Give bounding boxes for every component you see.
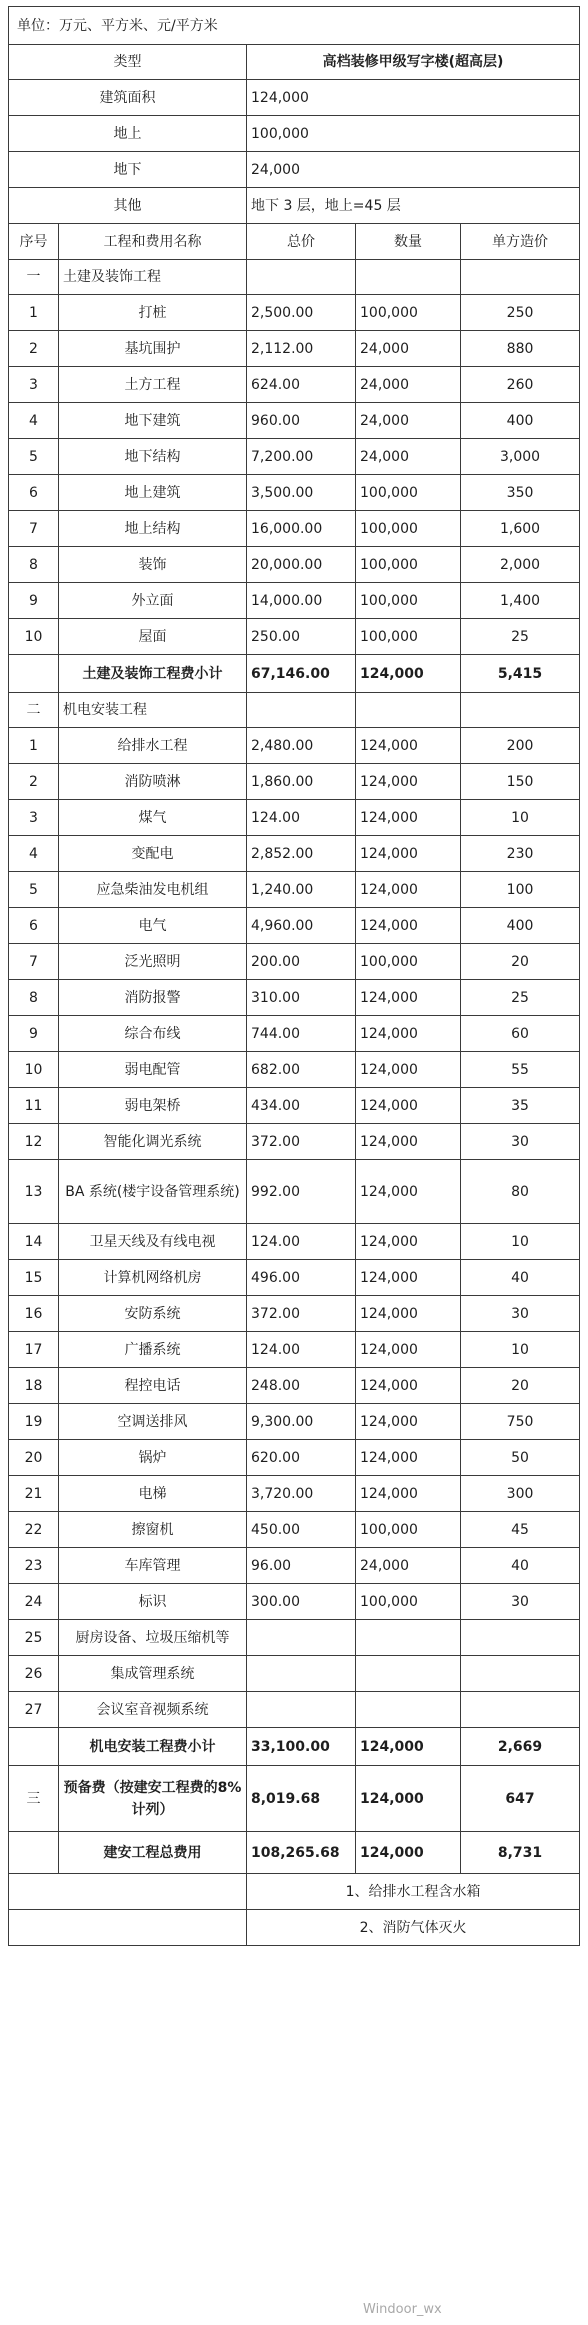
item-qty: 124,000 — [356, 800, 461, 836]
table-row — [9, 1296, 580, 1332]
section-row — [9, 260, 580, 295]
info-row — [9, 152, 580, 188]
table-row — [9, 439, 580, 475]
item-no: 22 — [9, 1512, 59, 1548]
table-row — [9, 547, 580, 583]
subtotal-row — [9, 1728, 580, 1766]
subtotal-name: 土建及装饰工程费小计 — [59, 655, 247, 693]
reserve-qty: 124,000 — [356, 1766, 461, 1832]
note-row — [9, 1910, 580, 1946]
item-name: 打桩 — [59, 295, 247, 331]
item-no: 5 — [9, 872, 59, 908]
item-total: 620.00 — [247, 1440, 356, 1476]
watermark: Windoor_wx — [363, 2302, 442, 2317]
item-name: 地下结构 — [59, 439, 247, 475]
item-total: 682.00 — [247, 1052, 356, 1088]
item-total: 3,720.00 — [247, 1476, 356, 1512]
item-unit-cost: 150 — [461, 764, 580, 800]
item-qty: 124,000 — [356, 980, 461, 1016]
info-row — [9, 116, 580, 152]
empty-cell — [461, 260, 580, 295]
item-no: 19 — [9, 1404, 59, 1440]
item-no: 2 — [9, 764, 59, 800]
item-total: 96.00 — [247, 1548, 356, 1584]
table-row — [9, 1476, 580, 1512]
item-qty: 100,000 — [356, 295, 461, 331]
subtotal-total: 33,100.00 — [247, 1728, 356, 1766]
item-qty: 124,000 — [356, 1160, 461, 1224]
item-no: 10 — [9, 1052, 59, 1088]
item-qty: 124,000 — [356, 1368, 461, 1404]
item-no: 3 — [9, 367, 59, 403]
item-total: 992.00 — [247, 1160, 356, 1224]
table-row — [9, 908, 580, 944]
item-unit-cost: 30 — [461, 1584, 580, 1620]
item-name: 锅炉 — [59, 1440, 247, 1476]
item-qty: 24,000 — [356, 1548, 461, 1584]
empty-cell — [9, 1728, 59, 1766]
info-value: 124,000 — [247, 80, 580, 116]
item-qty: 124,000 — [356, 1332, 461, 1368]
subtotal-name: 机电安装工程费小计 — [59, 1728, 247, 1766]
item-total: 310.00 — [247, 980, 356, 1016]
item-name: 泛光照明 — [59, 944, 247, 980]
table-row — [9, 1512, 580, 1548]
subtotal-unit-cost: 5,415 — [461, 655, 580, 693]
table-row — [9, 295, 580, 331]
item-no: 24 — [9, 1584, 59, 1620]
item-unit-cost: 80 — [461, 1160, 580, 1224]
table-row — [9, 1088, 580, 1124]
item-no: 1 — [9, 728, 59, 764]
item-no: 18 — [9, 1368, 59, 1404]
item-no: 6 — [9, 908, 59, 944]
grand-total-qty: 124,000 — [356, 1832, 461, 1874]
item-name: 综合布线 — [59, 1016, 247, 1052]
item-total: 14,000.00 — [247, 583, 356, 619]
item-unit-cost: 10 — [461, 1332, 580, 1368]
item-qty: 24,000 — [356, 403, 461, 439]
item-no: 17 — [9, 1332, 59, 1368]
item-name: 广播系统 — [59, 1332, 247, 1368]
item-unit-cost: 30 — [461, 1124, 580, 1160]
item-no: 27 — [9, 1692, 59, 1728]
item-name: 消防喷淋 — [59, 764, 247, 800]
table-row — [9, 1052, 580, 1088]
item-unit-cost: 20 — [461, 944, 580, 980]
item-total: 372.00 — [247, 1124, 356, 1160]
item-unit-cost: 3,000 — [461, 439, 580, 475]
item-unit-cost — [461, 1620, 580, 1656]
grand-total-row — [9, 1832, 580, 1874]
empty-cell — [356, 260, 461, 295]
table-row — [9, 1548, 580, 1584]
item-name: 变配电 — [59, 836, 247, 872]
empty-cell — [356, 693, 461, 728]
item-qty: 124,000 — [356, 1440, 461, 1476]
item-no: 9 — [9, 1016, 59, 1052]
item-name: 智能化调光系统 — [59, 1124, 247, 1160]
table-row — [9, 1124, 580, 1160]
item-name: 给排水工程 — [59, 728, 247, 764]
empty-cell — [9, 1832, 59, 1874]
item-total: 248.00 — [247, 1368, 356, 1404]
cost-estimate-sheet — [8, 6, 579, 2322]
item-unit-cost: 20 — [461, 1368, 580, 1404]
table-row — [9, 331, 580, 367]
table-row — [9, 836, 580, 872]
item-name: 地上建筑 — [59, 475, 247, 511]
item-qty: 124,000 — [356, 1476, 461, 1512]
item-total: 200.00 — [247, 944, 356, 980]
item-total: 7,200.00 — [247, 439, 356, 475]
item-total: 2,480.00 — [247, 728, 356, 764]
item-name: 厨房设备、垃圾压缩机等 — [59, 1620, 247, 1656]
item-unit-cost: 300 — [461, 1476, 580, 1512]
item-qty: 124,000 — [356, 1224, 461, 1260]
item-qty: 100,000 — [356, 583, 461, 619]
info-value: 24,000 — [247, 152, 580, 188]
item-total: 124.00 — [247, 1332, 356, 1368]
item-name: 擦窗机 — [59, 1512, 247, 1548]
item-name: 安防系统 — [59, 1296, 247, 1332]
table-row — [9, 800, 580, 836]
item-unit-cost: 25 — [461, 980, 580, 1016]
item-unit-cost: 55 — [461, 1052, 580, 1088]
item-no: 20 — [9, 1440, 59, 1476]
empty-cell — [461, 693, 580, 728]
reserve-name: 预备费（按建安工程费的8%计列） — [59, 1766, 247, 1832]
item-unit-cost — [461, 1656, 580, 1692]
header-no: 序号 — [9, 224, 59, 260]
item-name: 弱电配管 — [59, 1052, 247, 1088]
subtotal-unit-cost: 2,669 — [461, 1728, 580, 1766]
table-row — [9, 1224, 580, 1260]
header-row — [9, 224, 580, 260]
item-qty: 124,000 — [356, 1016, 461, 1052]
info-label: 地下 — [9, 152, 247, 188]
note-text: 1、给排水工程含水箱 — [247, 1874, 580, 1910]
subtotal-row — [9, 655, 580, 693]
table-row — [9, 583, 580, 619]
item-name: 基坑围护 — [59, 331, 247, 367]
item-name: 车库管理 — [59, 1548, 247, 1584]
item-no: 2 — [9, 331, 59, 367]
grand-total-total: 108,265.68 — [247, 1832, 356, 1874]
item-name: 标识 — [59, 1584, 247, 1620]
table-row — [9, 872, 580, 908]
info-row — [9, 80, 580, 116]
item-total: 300.00 — [247, 1584, 356, 1620]
section-name: 机电安装工程 — [59, 693, 247, 728]
item-unit-cost — [461, 1692, 580, 1728]
item-no: 23 — [9, 1548, 59, 1584]
item-total: 960.00 — [247, 403, 356, 439]
table-row — [9, 619, 580, 655]
item-unit-cost: 35 — [461, 1088, 580, 1124]
item-no: 25 — [9, 1620, 59, 1656]
item-total — [247, 1692, 356, 1728]
item-name: 电气 — [59, 908, 247, 944]
item-qty: 100,000 — [356, 944, 461, 980]
item-no: 4 — [9, 836, 59, 872]
item-total: 3,500.00 — [247, 475, 356, 511]
item-unit-cost: 25 — [461, 619, 580, 655]
item-qty: 100,000 — [356, 619, 461, 655]
item-total: 4,960.00 — [247, 908, 356, 944]
item-name: 集成管理系统 — [59, 1656, 247, 1692]
table-row — [9, 764, 580, 800]
header-qty: 数量 — [356, 224, 461, 260]
table-row — [9, 1692, 580, 1728]
item-name: 计算机网络机房 — [59, 1260, 247, 1296]
subtotal-total: 67,146.00 — [247, 655, 356, 693]
table-row — [9, 475, 580, 511]
type-value: 高档装修甲级写字楼(超高层) — [247, 45, 580, 80]
empty-cell — [9, 1874, 247, 1910]
item-no: 6 — [9, 475, 59, 511]
item-qty: 100,000 — [356, 511, 461, 547]
item-qty: 124,000 — [356, 872, 461, 908]
item-name: 卫星天线及有线电视 — [59, 1224, 247, 1260]
item-no: 15 — [9, 1260, 59, 1296]
table-row — [9, 944, 580, 980]
item-name: 弱电架桥 — [59, 1088, 247, 1124]
item-unit-cost: 40 — [461, 1548, 580, 1584]
item-qty: 124,000 — [356, 764, 461, 800]
subtotal-qty: 124,000 — [356, 1728, 461, 1766]
item-unit-cost: 200 — [461, 728, 580, 764]
item-unit-cost: 40 — [461, 1260, 580, 1296]
item-name: 会议室音视频系统 — [59, 1692, 247, 1728]
section-no: 二 — [9, 693, 59, 728]
item-total: 450.00 — [247, 1512, 356, 1548]
header-name: 工程和费用名称 — [59, 224, 247, 260]
item-name: 外立面 — [59, 583, 247, 619]
empty-cell — [9, 655, 59, 693]
item-no: 7 — [9, 944, 59, 980]
table-row — [9, 1368, 580, 1404]
item-qty: 24,000 — [356, 439, 461, 475]
info-label: 地上 — [9, 116, 247, 152]
table-row — [9, 367, 580, 403]
item-total: 2,112.00 — [247, 331, 356, 367]
unit-row — [9, 7, 580, 45]
item-qty: 124,000 — [356, 1088, 461, 1124]
item-unit-cost: 60 — [461, 1016, 580, 1052]
info-row — [9, 188, 580, 224]
section-row — [9, 693, 580, 728]
empty-cell — [9, 1910, 247, 1946]
item-no: 26 — [9, 1656, 59, 1692]
item-name: 装饰 — [59, 547, 247, 583]
item-no: 9 — [9, 583, 59, 619]
table-row — [9, 1656, 580, 1692]
item-qty — [356, 1692, 461, 1728]
item-unit-cost: 2,000 — [461, 547, 580, 583]
item-unit-cost: 260 — [461, 367, 580, 403]
item-qty: 124,000 — [356, 908, 461, 944]
item-qty: 24,000 — [356, 331, 461, 367]
item-total: 372.00 — [247, 1296, 356, 1332]
item-name: 屋面 — [59, 619, 247, 655]
empty-cell — [247, 260, 356, 295]
item-name: 地上结构 — [59, 511, 247, 547]
item-no: 8 — [9, 547, 59, 583]
table-row — [9, 1260, 580, 1296]
item-qty: 124,000 — [356, 1260, 461, 1296]
item-total: 1,860.00 — [247, 764, 356, 800]
item-unit-cost: 250 — [461, 295, 580, 331]
reserve-unit-cost: 647 — [461, 1766, 580, 1832]
type-label: 类型 — [9, 45, 247, 80]
table-row — [9, 1016, 580, 1052]
reserve-row — [9, 1766, 580, 1832]
item-total: 2,500.00 — [247, 295, 356, 331]
item-total: 744.00 — [247, 1016, 356, 1052]
empty-cell — [247, 693, 356, 728]
item-total: 434.00 — [247, 1088, 356, 1124]
subtotal-qty: 124,000 — [356, 655, 461, 693]
item-unit-cost: 400 — [461, 403, 580, 439]
grand-total-name: 建安工程总费用 — [59, 1832, 247, 1874]
item-name: 程控电话 — [59, 1368, 247, 1404]
item-no: 14 — [9, 1224, 59, 1260]
item-total — [247, 1620, 356, 1656]
item-name: 空调送排风 — [59, 1404, 247, 1440]
table-row — [9, 1440, 580, 1476]
item-name: BA 系统(楼宇设备管理系统) — [59, 1160, 247, 1224]
item-qty: 124,000 — [356, 836, 461, 872]
item-total: 9,300.00 — [247, 1404, 356, 1440]
item-no: 5 — [9, 439, 59, 475]
item-name: 应急柴油发电机组 — [59, 872, 247, 908]
item-total: 2,852.00 — [247, 836, 356, 872]
item-qty — [356, 1620, 461, 1656]
item-name: 土方工程 — [59, 367, 247, 403]
type-row — [9, 45, 580, 80]
section-name: 土建及装饰工程 — [59, 260, 247, 295]
section-no: 一 — [9, 260, 59, 295]
item-qty: 124,000 — [356, 1124, 461, 1160]
item-unit-cost: 750 — [461, 1404, 580, 1440]
item-no: 3 — [9, 800, 59, 836]
item-unit-cost: 50 — [461, 1440, 580, 1476]
item-no: 8 — [9, 980, 59, 1016]
item-total: 1,240.00 — [247, 872, 356, 908]
table-row — [9, 1404, 580, 1440]
item-unit-cost: 1,600 — [461, 511, 580, 547]
table-row — [9, 403, 580, 439]
note-text: 2、消防气体灭火 — [247, 1910, 580, 1946]
item-qty: 124,000 — [356, 1404, 461, 1440]
item-total: 124.00 — [247, 800, 356, 836]
item-no: 21 — [9, 1476, 59, 1512]
item-no: 12 — [9, 1124, 59, 1160]
table-row — [9, 1332, 580, 1368]
item-unit-cost: 100 — [461, 872, 580, 908]
info-value: 地下 3 层，地上=45 层 — [247, 188, 580, 224]
header-total: 总价 — [247, 224, 356, 260]
item-qty: 100,000 — [356, 475, 461, 511]
unit-note: 单位：万元、平方米、元/平方米 — [9, 7, 580, 45]
reserve-total: 8,019.68 — [247, 1766, 356, 1832]
item-unit-cost: 880 — [461, 331, 580, 367]
note-row — [9, 1874, 580, 1910]
item-name: 消防报警 — [59, 980, 247, 1016]
table-row — [9, 1620, 580, 1656]
item-unit-cost: 350 — [461, 475, 580, 511]
item-total — [247, 1656, 356, 1692]
item-no: 1 — [9, 295, 59, 331]
reserve-no: 三 — [9, 1766, 59, 1832]
item-qty: 124,000 — [356, 728, 461, 764]
item-no: 11 — [9, 1088, 59, 1124]
info-label: 其他 — [9, 188, 247, 224]
item-qty: 100,000 — [356, 1584, 461, 1620]
item-qty: 124,000 — [356, 1296, 461, 1332]
info-label: 建筑面积 — [9, 80, 247, 116]
item-name: 电梯 — [59, 1476, 247, 1512]
table-row — [9, 511, 580, 547]
cost-table — [8, 6, 580, 1946]
table-row — [9, 728, 580, 764]
item-unit-cost: 1,400 — [461, 583, 580, 619]
cost-table-body — [9, 7, 580, 1946]
item-unit-cost: 400 — [461, 908, 580, 944]
item-total: 496.00 — [247, 1260, 356, 1296]
item-total: 16,000.00 — [247, 511, 356, 547]
item-name: 煤气 — [59, 800, 247, 836]
item-no: 4 — [9, 403, 59, 439]
item-no: 13 — [9, 1160, 59, 1224]
item-unit-cost: 230 — [461, 836, 580, 872]
item-qty: 24,000 — [356, 367, 461, 403]
item-name: 地下建筑 — [59, 403, 247, 439]
grand-total-unit-cost: 8,731 — [461, 1832, 580, 1874]
item-total: 20,000.00 — [247, 547, 356, 583]
item-qty: 100,000 — [356, 1512, 461, 1548]
item-unit-cost: 10 — [461, 1224, 580, 1260]
table-row — [9, 1160, 580, 1224]
item-total: 250.00 — [247, 619, 356, 655]
item-total: 124.00 — [247, 1224, 356, 1260]
item-unit-cost: 30 — [461, 1296, 580, 1332]
info-value: 100,000 — [247, 116, 580, 152]
item-unit-cost: 45 — [461, 1512, 580, 1548]
item-qty: 100,000 — [356, 547, 461, 583]
table-row — [9, 980, 580, 1016]
item-no: 16 — [9, 1296, 59, 1332]
item-qty — [356, 1656, 461, 1692]
item-no: 10 — [9, 619, 59, 655]
header-unit-cost: 单方造价 — [461, 224, 580, 260]
item-no: 7 — [9, 511, 59, 547]
item-qty: 124,000 — [356, 1052, 461, 1088]
item-unit-cost: 10 — [461, 800, 580, 836]
item-total: 624.00 — [247, 367, 356, 403]
table-row — [9, 1584, 580, 1620]
